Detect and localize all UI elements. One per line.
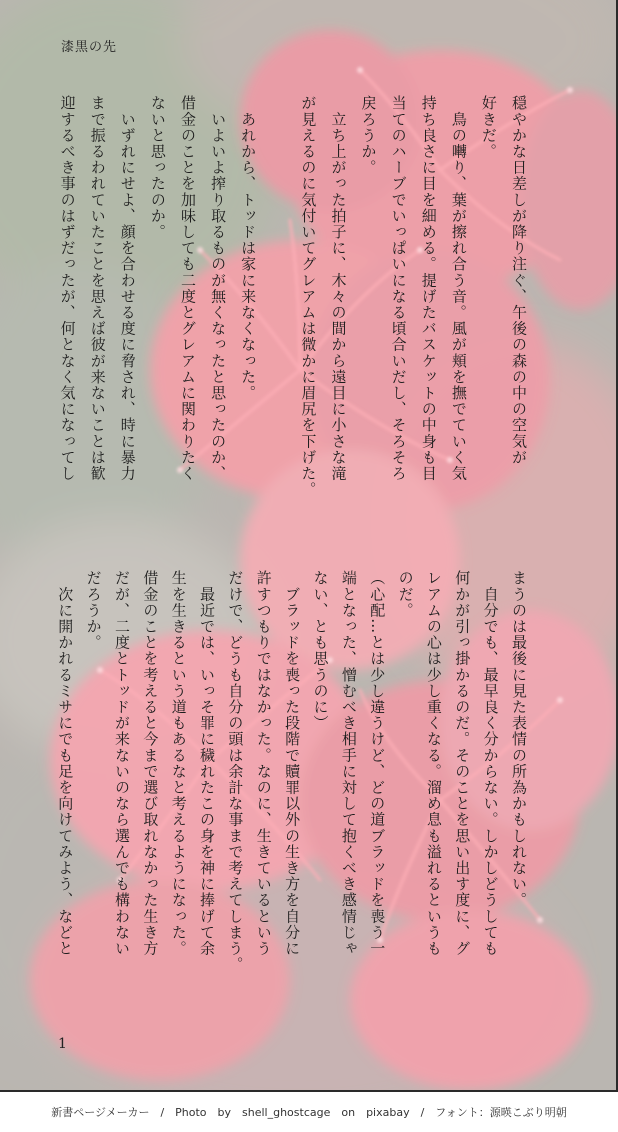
text-column: 自分でも、最早良く分からない。しかしどうしても: [481, 570, 500, 957]
text-column: だろうか。: [84, 570, 103, 651]
text-column: 穏やかな日差しが降り注ぐ、午後の森の中の空気が: [510, 95, 528, 466]
page-number: 1: [58, 1036, 67, 1052]
text-column: 戻ろうか。: [359, 95, 378, 176]
text-block-upper: [52, 95, 534, 520]
text-column: 借金のことを加味しても二度とグレアムに関わりたく: [178, 95, 197, 482]
text-column: 端となった、憎むべき相手に対して抱くべき感情じゃ: [339, 570, 358, 957]
text-column: ない、とも思うのに）: [311, 570, 330, 731]
text-column: 好きだ。: [479, 95, 498, 160]
text-column: 持ち良さに目を細める。提げたバスケットの中身も目: [419, 95, 438, 482]
text-column: 鳥の囀り、葉が擦れ合う音。風が頬を撫でていく気: [449, 95, 468, 482]
text-column: だが、二度とトッドが来ないのなら選んでも構わない: [112, 570, 131, 957]
text-column: 借金のことを考えると今まで選び取れなかった生き方: [141, 570, 160, 957]
text-column: 次に開かれるミサにでも足を向けてみよう、などと: [56, 570, 75, 957]
text-column: 迎するべき事のはずだったが、何となく気になってし: [58, 95, 77, 482]
text-column: まで振るわれていたことを思えば彼が来ないことは歓: [88, 95, 107, 482]
text-column: 許すつもりではなかった。なのに、生きているという: [254, 570, 273, 957]
text-column: 当てのハーブでいっぱいになる頃合いだし、そろそろ: [389, 95, 408, 482]
text-block-lower: [52, 570, 534, 995]
text-column: のだ。: [396, 570, 415, 619]
text-column: あれから、トッドは家に来なくなった。: [239, 95, 258, 401]
text-column: だけで、どうも自分の頭は余計な事まで考えてしまう。: [226, 570, 245, 973]
text-column: まうのは最後に見た表情の所為かもしれない。: [510, 570, 528, 909]
text-column: 最近では、いっそ罪に穢れたこの身を神に捧げて余: [198, 570, 217, 957]
text-column: 立ち上がった拍子に、木々の間から遠目に小さな滝: [329, 95, 348, 482]
text-column: ないと思ったのか。: [148, 95, 167, 240]
text-column: いよいよ搾り取るものが無くなったと思ったのか、: [209, 95, 228, 482]
text-column: いずれにせよ、顔を合わせる度に脅され、時に暴力: [118, 95, 137, 482]
text-column: （心配…とは少し違うけど、どの道ブラッドを喪う一: [368, 570, 387, 957]
text-column: 生を生きるという道もあるなと考えるようになった。: [169, 570, 188, 957]
text-column: レアムの心は少し重くなる。溜め息も溢れるというも: [424, 570, 443, 957]
credit-footer: 新書ページメーカー / Photo by shell_ghostcage on pixabay / フォント：源暎こぶり明朝: [51, 1106, 567, 1119]
text-column: ブラッドを喪った段階で贖罪以外の生き方を自分に: [283, 570, 302, 957]
book-title: 漆黒の先: [61, 40, 118, 55]
text-column: が見えるのに気付いてグレアムは微かに眉尻を下げた。: [299, 95, 318, 498]
text-column: 何かが引っ掛かるのだ。そのことを思い出す度に、グ: [453, 570, 472, 957]
blank-column: [263, 95, 293, 520]
